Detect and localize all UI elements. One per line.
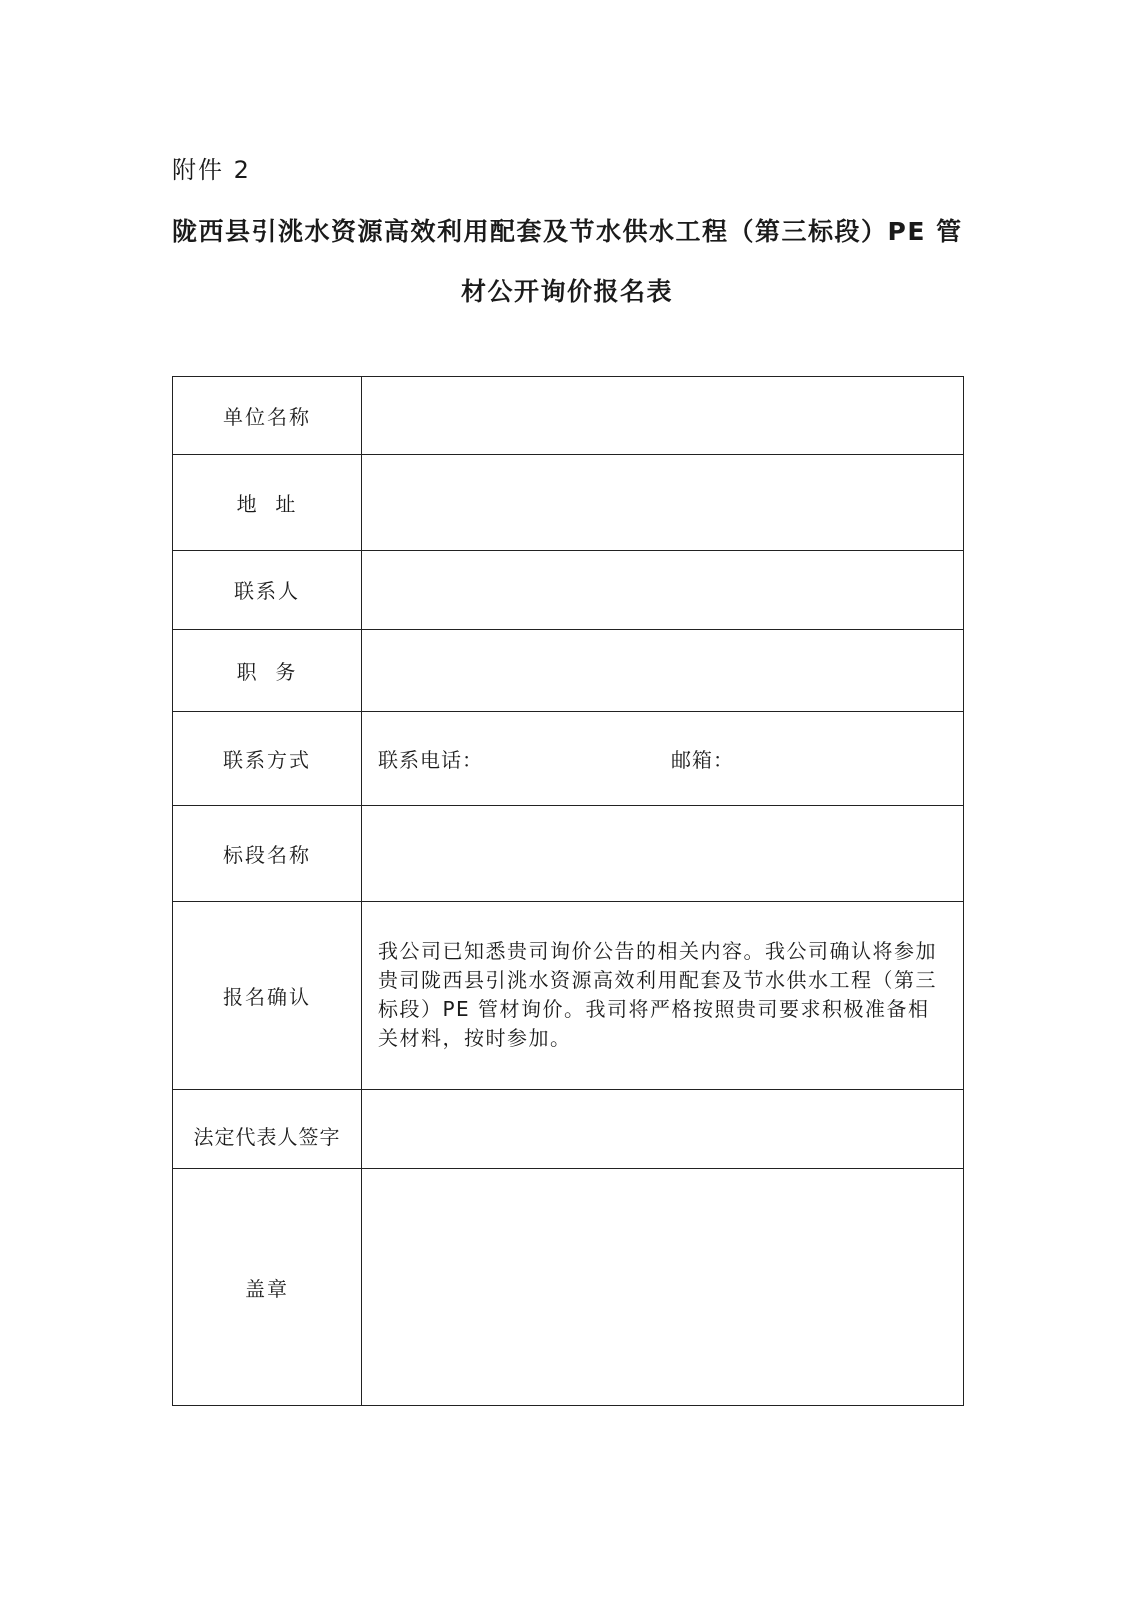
phone-label[interactable]: 联系电话： [378,747,483,772]
company-name-field[interactable] [362,377,964,455]
address-label: 地 址 [173,454,362,550]
row-section-name [173,805,964,901]
registration-confirmation-label: 报名确认 [173,901,362,1089]
legal-representative-signature-label: 法定代表人签字 [173,1089,362,1169]
email-label[interactable]: 邮箱： [671,747,734,772]
row-contact-person [173,550,964,630]
address-field[interactable] [362,454,964,550]
row-contact-method [173,711,964,805]
form-title-line-2: 材公开询价报名表 [460,277,673,306]
contact-method-field [362,711,964,805]
position-label: 职 务 [173,630,362,712]
row-company-name [173,377,964,455]
position-field[interactable] [362,630,964,712]
company-name-label: 单位名称 [173,377,362,455]
contact-method-label: 联系方式 [173,711,362,805]
contact-person-field[interactable] [362,550,964,630]
row-official-seal [173,1169,964,1406]
section-name-label: 标段名称 [173,805,362,901]
contact-person-label: 联系人 [173,550,362,630]
registration-form-table [172,376,964,1406]
official-seal-label: 盖章 [173,1169,362,1406]
form-title-line-1: 陇西县引洮水资源高效利用配套及节水供水工程（第三标段）PE 管 [172,217,963,246]
official-seal-field[interactable] [362,1169,964,1406]
registration-confirmation-text: 我公司已知悉贵司询价公告的相关内容。我公司确认将参加贵司陇西县引洮水资源高效利用配套及节水供水工程（第三标段）PE 管材询价。我司将严格按照贵司要求积极准备相关材料，按时参加。 [362,901,964,1089]
legal-representative-signature-field[interactable] [362,1089,964,1169]
section-name-field[interactable] [362,805,964,901]
row-address [173,454,964,550]
row-position [173,630,964,712]
row-legal-representative-signature [173,1089,964,1169]
row-registration-confirmation [173,901,964,1089]
attachment-label: 附件 2 [172,156,251,184]
